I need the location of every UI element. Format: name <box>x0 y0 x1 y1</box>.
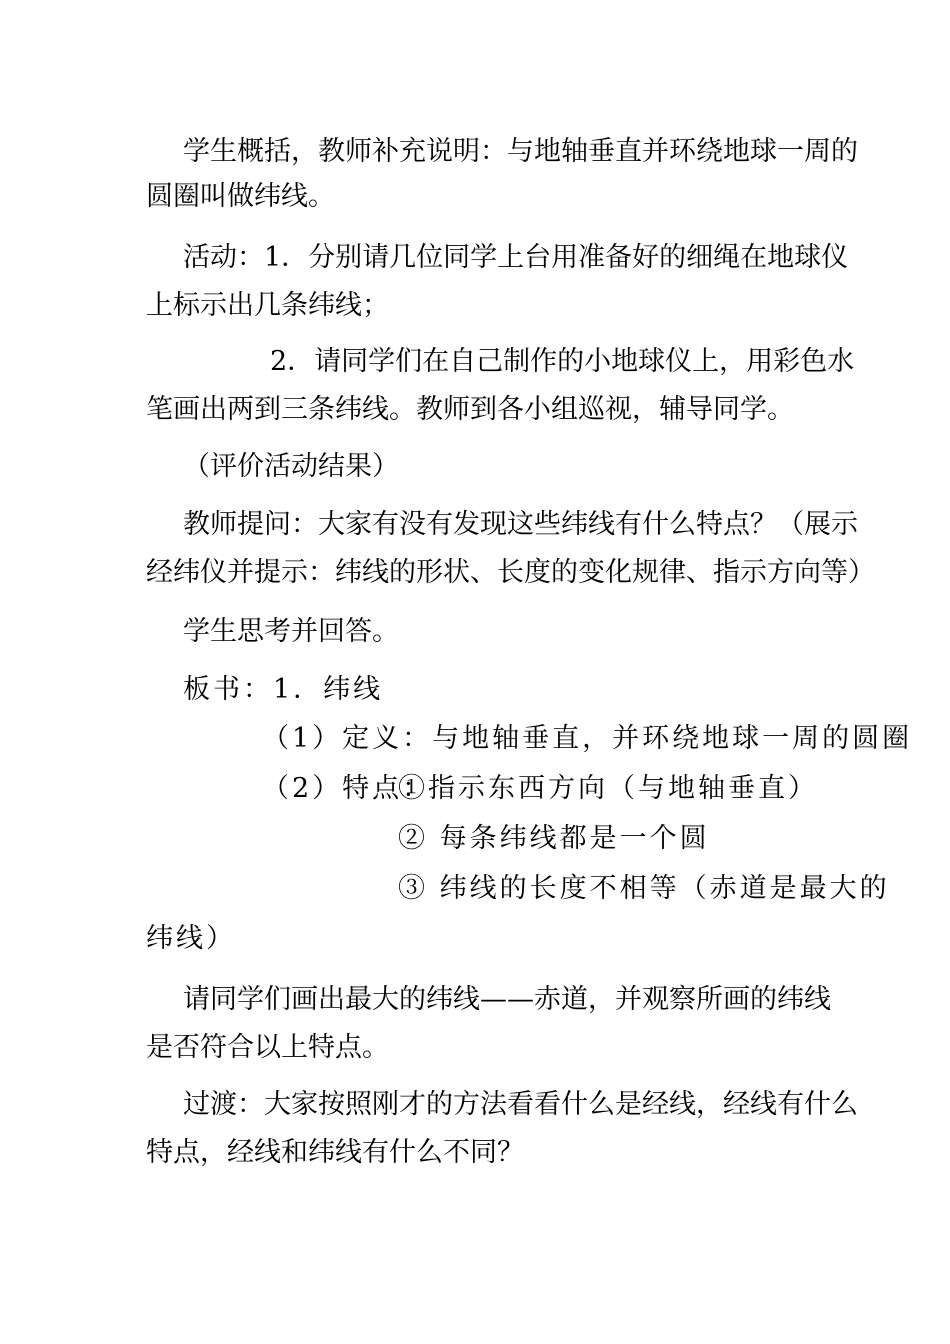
paragraph-line: 特点，经线和纬线有什么不同？ <box>146 1137 524 1168</box>
board-feature-item: ①指示东西方向（与地轴垂直） <box>398 773 818 804</box>
paragraph-line: 过渡：大家按照刚才的方法看看什么是经线，经线有什么 <box>183 1089 858 1120</box>
paragraph-line: 圆圈叫做纬线。 <box>146 181 335 212</box>
board-feature-item: ② 每条纬线都是一个圆 <box>398 823 710 854</box>
board-feature-tail: 纬线） <box>146 923 236 954</box>
board-feature-item: ③ 纬线的长度不相等（赤道是最大的 <box>398 873 890 904</box>
board-definition: （1）定义：与地轴垂直，并环绕地球一周的圆圈 <box>262 723 913 754</box>
paragraph-line: 学生概括，教师补充说明：与地轴垂直并环绕地球一周的 <box>183 136 858 167</box>
board-heading: 板书：1．纬线 <box>183 674 384 705</box>
board-features-label: （2）特点： <box>262 773 433 804</box>
paragraph-line: 2．请同学们在自己制作的小地球仪上，用彩色水 <box>270 346 855 377</box>
paragraph-line: 经纬仪并提示：纬线的形状、长度的变化规律、指示方向等） <box>146 557 875 588</box>
paragraph-line: 学生思考并回答。 <box>183 616 399 647</box>
paragraph-line: 是否符合以上特点。 <box>146 1032 389 1063</box>
paragraph-line: 请同学们画出最大的纬线——赤道，并观察所画的纬线 <box>183 984 831 1015</box>
paragraph-line: 笔画出两到三条纬线。教师到各小组巡视，辅导同学。 <box>146 394 794 425</box>
paragraph-line: 上标示出几条纬线； <box>146 290 389 321</box>
paragraph-line: 教师提问：大家有没有发现这些纬线有什么特点？（展示 <box>183 509 858 540</box>
paragraph-line: 活动：1．分别请几位同学上台用准备好的细绳在地球仪 <box>183 242 849 273</box>
evaluation-note: （评价活动结果） <box>183 451 399 482</box>
